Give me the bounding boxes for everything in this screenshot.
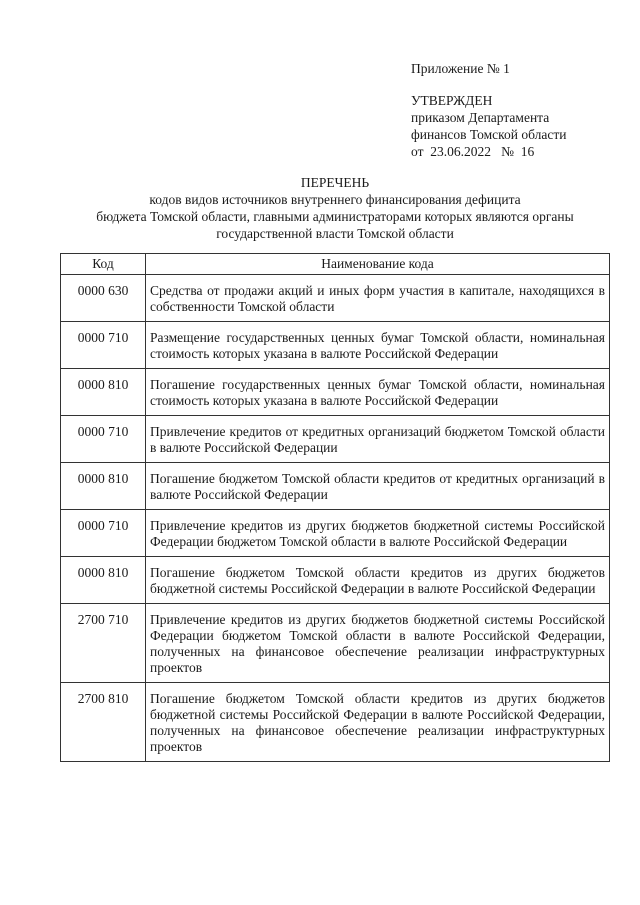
- header-code: Код: [61, 254, 146, 275]
- title-line-2: бюджета Томской области, главными администраторами которых являются органы: [96, 209, 574, 224]
- table-row: [61, 416, 610, 463]
- row-code: 2700 710: [61, 604, 146, 683]
- table-row: [61, 604, 610, 683]
- row-code: 0000 810: [61, 369, 146, 416]
- table-row: [61, 322, 610, 369]
- row-code: 2700 810: [61, 683, 146, 762]
- approval-line-2: финансов Томской области: [411, 127, 567, 142]
- row-name: Средства от продажи акций и иных форм участия в капитале, находящихся в собственности Томской области: [146, 275, 610, 322]
- appendix-text: Приложение № 1: [411, 61, 510, 76]
- row-name: Привлечение кредитов из других бюджетов бюджетной системы Российской Федерации бюджетом Томской области в валюте Российской Федерации: [146, 510, 610, 557]
- row-name: Привлечение кредитов из других бюджетов бюджетной системы Российской Федерации бюджетом Томской области в валюте Российской Федерации, полученных на финансовое обеспечение реализации инфраструктурных проектов: [146, 604, 610, 683]
- title-line-3: государственной власти Томской области: [216, 226, 454, 241]
- table-row: [61, 275, 610, 322]
- table-row: [61, 463, 610, 510]
- table-row: [61, 557, 610, 604]
- row-code: 0000 810: [61, 463, 146, 510]
- table-header-row: [61, 254, 610, 275]
- appendix-label: [411, 60, 626, 77]
- table-row: [61, 369, 610, 416]
- row-name: Погашение государственных ценных бумаг Томской области, номинальная стоимость которых указана в валюте Российской Федерации: [146, 369, 610, 416]
- row-name: Привлечение кредитов от кредитных организаций бюджетом Томской области в валюте Российской Федерации: [146, 416, 610, 463]
- table-row: [61, 510, 610, 557]
- codes-table: [60, 253, 610, 762]
- row-code: 0000 710: [61, 416, 146, 463]
- header-name: Наименование кода: [146, 254, 610, 275]
- row-name: Погашение бюджетом Томской области кредитов из других бюджетов бюджетной системы Российской Федерации в валюте Российской Федерации: [146, 557, 610, 604]
- document-title: [60, 174, 610, 242]
- approval-heading: УТВЕРЖДЕН: [411, 93, 493, 108]
- row-code: 0000 810: [61, 557, 146, 604]
- approval-date-line: от 23.06.2022 № 16: [411, 144, 535, 159]
- title-main: ПЕРЕЧЕНЬ: [300, 175, 370, 190]
- row-name: Размещение государственных ценных бумаг Томской области, номинальная стоимость которых указана в валюте Российской Федерации: [146, 322, 610, 369]
- row-name: Погашение бюджетом Томской области кредитов из других бюджетов бюджетной системы Российской Федерации в валюте Российской Федерации, полученных на финансовое обеспечение реализации инфраструктурных проектов: [146, 683, 610, 762]
- row-code: 0000 630: [61, 275, 146, 322]
- approval-line-1: приказом Департамента: [411, 110, 550, 125]
- table-row: [61, 683, 610, 762]
- row-code: 0000 710: [61, 322, 146, 369]
- approval-block: [411, 92, 626, 160]
- table-body: [61, 275, 610, 762]
- row-code: 0000 710: [61, 510, 146, 557]
- title-line-1: кодов видов источников внутреннего финансирования дефицита: [149, 192, 521, 207]
- row-name: Погашение бюджетом Томской области кредитов от кредитных организаций в валюте Российской Федерации: [146, 463, 610, 510]
